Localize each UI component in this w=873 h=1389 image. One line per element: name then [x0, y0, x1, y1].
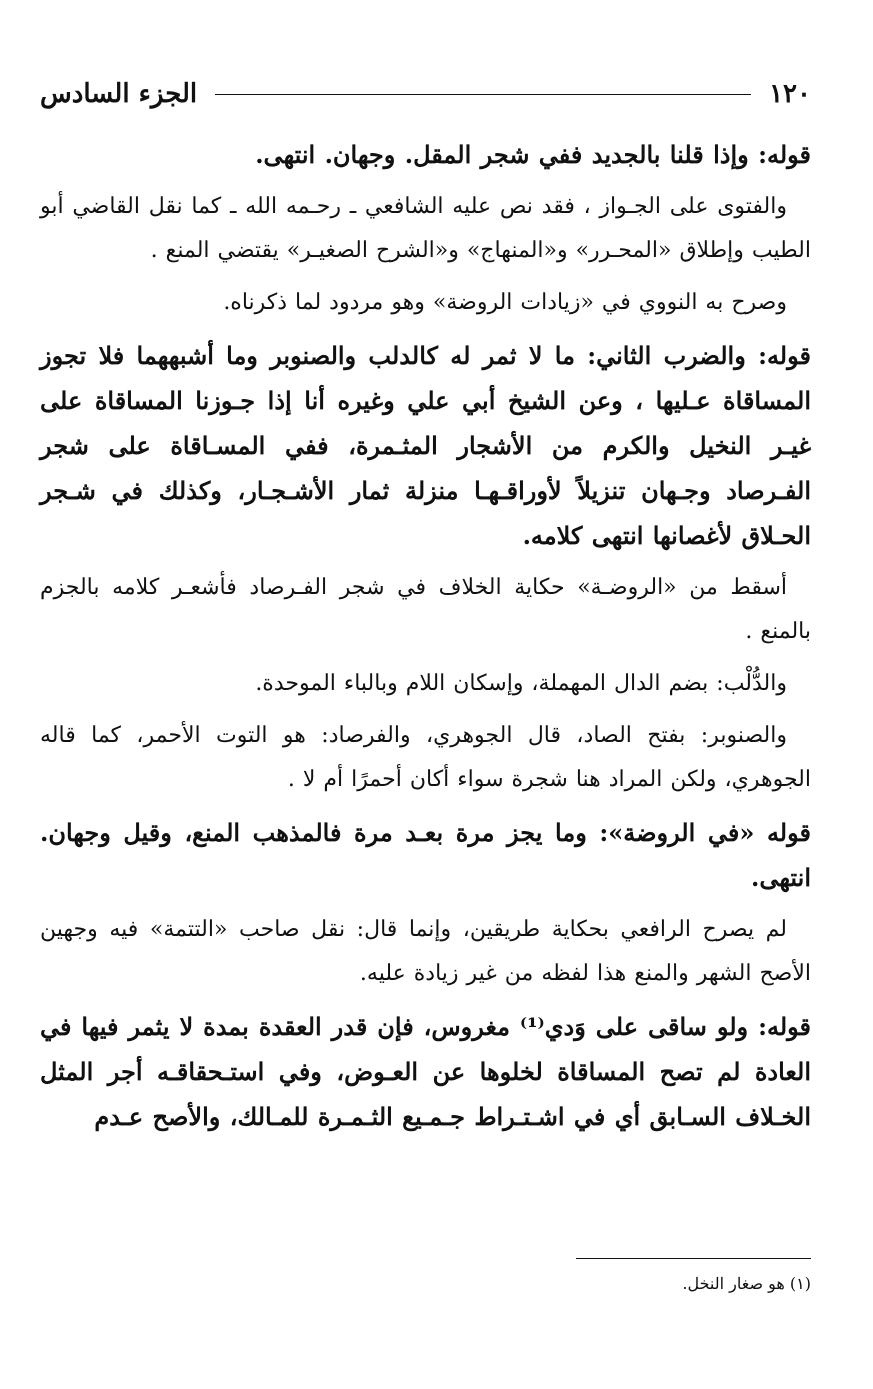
- commentary-paragraph: والفتوى على الجـواز ، فقد نص عليه الشافعي ـ رحـمه الله ـ كما نقل القاضي أبو الطيب وإطلاق «المحـرر» و«المنهاج» و«الشرح الصغيـر» يقتضي المنع .: [40, 194, 811, 263]
- commentary-paragraph: والصنوبر: بفتح الصاد، قال الجوهري، والفرصاد: هو التوت الأحمر، كما قاله الجوهري، ولكن المراد هنا شجرة سواء أكان أحمرًا أم لا .: [40, 723, 811, 792]
- body-text: [40, 132, 811, 1139]
- header-rule: [215, 94, 751, 95]
- quote-paragraph: قوله: ولو ساقى على وَدي⁽¹⁾ مغروس، فإن قدر العقدة بمدة لا يثمر فيها في العادة لم تصح المساقاة لخلوها عن العـوض، وفي استـحقاقـه أجر المثل الخـلاف السـابق أي في اشـتـراط جـمـيع الثـمـرة للمـالك، والأصح عـدم: [40, 1012, 812, 1131]
- page-header: [40, 70, 811, 118]
- document-page: [40, 70, 811, 1349]
- commentary-paragraph: وصرح به النووي في «زيادات الروضة» وهو مردود لما ذكرناه.: [223, 290, 787, 315]
- footnote-divider: [576, 1258, 811, 1259]
- commentary-paragraph: أسقط من «الروضـة» حكاية الخلاف في شجر الفـرصاد فأشعـر كلامه بالجزم بالمنع .: [40, 575, 811, 644]
- running-title: الجزء السادس: [40, 79, 198, 109]
- footnote: (١) هو صغار النخل.: [682, 1274, 811, 1293]
- page-number: ١٢٠: [769, 79, 811, 109]
- quote-paragraph: قوله: والضرب الثاني: ما لا ثمر له كالدلب والصنوبر وما أشبههما فلا تجوز المساقاة عـليها ، وعن الشيخ أبي علي وغيره أنا إذا جـوزنا المساقاة على غيـر النخيل والكرم من الأشجار المثـمرة، ففي المسـاقاة على شجر الفـرصاد وجـهان تنزيلاً لأوراقـهـا منزلة ثمار الأشـجـار، وكذلك في شـجر الحـلاق لأغصانها انتهى كلامه.: [40, 341, 811, 550]
- quote-paragraph: قوله «في الروضة»: وما يجز مرة بعـد مرة فالمذهب المنع، وقيل وجهان. انتهى.: [40, 818, 811, 892]
- commentary-paragraph: والدُّلْب: بضم الدال المهملة، وإسكان اللام وبالباء الموحدة.: [255, 671, 787, 696]
- quote-paragraph: قوله: وإذا قلنا بالجديد ففي شجر المقل. وجهان. انتهى.: [255, 140, 811, 169]
- commentary-paragraph: لم يصرح الرافعي بحكاية طريقين، وإنما قال: نقل صاحب «التتمة» فيه وجهين الأصح الشهر والمنع هذا لفظه من غير زيادة عليه.: [40, 917, 811, 986]
